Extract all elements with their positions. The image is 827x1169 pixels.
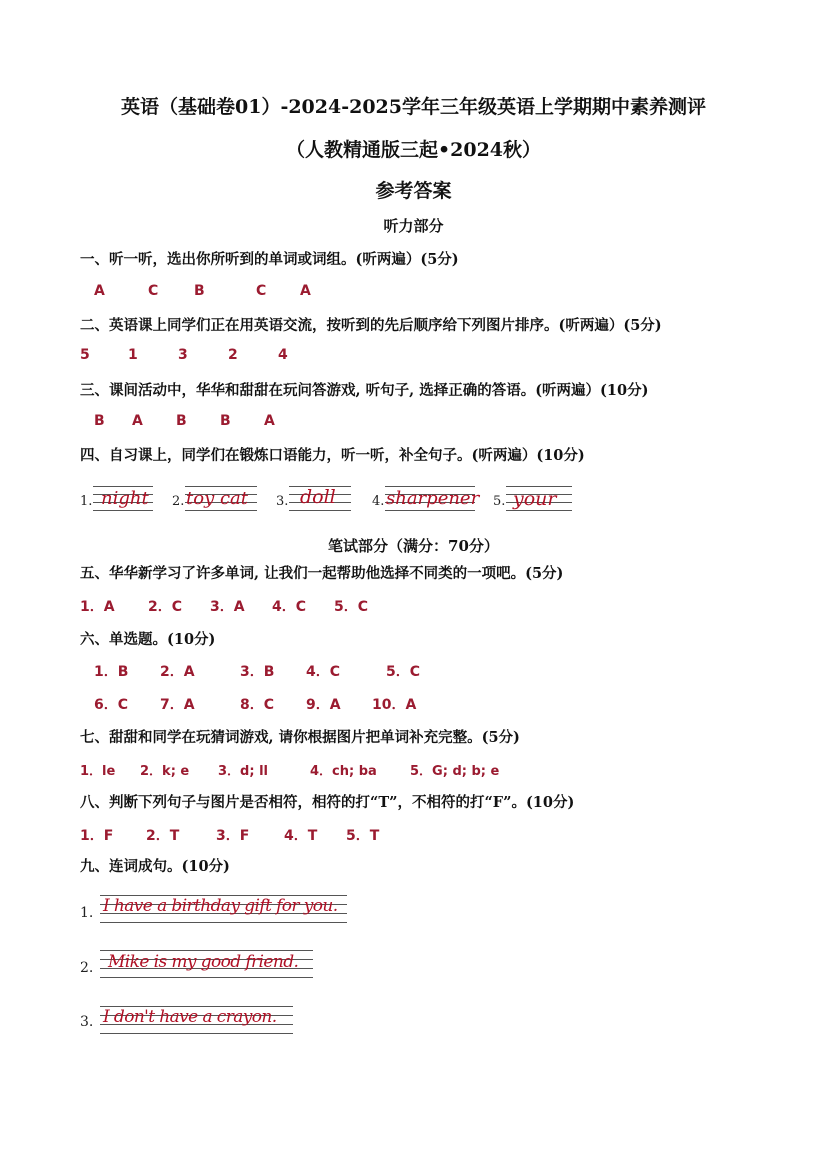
question-2-text: 二、英语课上同学们正在用英语交流，按听到的先后顺序给下列图片排序。(听两遍）(5分) [80, 317, 662, 334]
answer: A [94, 283, 105, 299]
document-title: 英语（基础卷01）-2024-2025学年三年级英语上学期期中素养测评 [121, 96, 706, 118]
question-1-answers [94, 283, 311, 299]
item-number: 5. [493, 494, 506, 509]
question-8-answers [80, 825, 379, 845]
answer: C [256, 283, 267, 299]
question-2-answers [80, 347, 288, 363]
item-number: 2. [172, 494, 185, 509]
answer: B [176, 413, 187, 429]
answer: 3．A [210, 599, 245, 615]
answer: 4 [278, 347, 288, 363]
question-6-answers-row2 [94, 694, 416, 714]
answer: 1．F [80, 828, 114, 844]
question-6-answers-row1 [94, 661, 420, 681]
listening-section-header: 听力部分 [383, 217, 444, 235]
answer: A [300, 283, 311, 299]
handwritten-answer: doll [300, 486, 336, 508]
question-3-text: 三、课间活动中，华华和甜甜在玩问答游戏, 听句子, 选择正确的答语。(听两遍）(10分) [80, 382, 649, 399]
answer: B [220, 413, 231, 429]
question-9-text: 九、连词成句。(10分) [80, 858, 230, 875]
question-5-answers [80, 596, 368, 616]
answer: 4．C [306, 664, 341, 680]
answer: 5 [80, 347, 90, 363]
answer: A [132, 413, 143, 429]
question-1-text: 一、听一听，选出你所听到的单词或词组。(听两遍）(5分) [80, 251, 459, 268]
answer: 2．k; e [140, 764, 190, 779]
handwritten-answer: toy cat [186, 488, 249, 509]
handwritten-answer: sharpener [386, 488, 480, 509]
question-6-text: 六、单选题。(10分) [80, 631, 216, 648]
answer: 9．A [306, 697, 341, 713]
question-7-text: 七、甜甜和同学在玩猜词游戏, 请你根据图片把单词补充完整。(5分) [80, 729, 520, 746]
question-4-text: 四、自习课上，同学们在锻炼口语能力，听一听，补全句子。(听两遍）(10分) [80, 447, 585, 464]
answer: B [194, 283, 205, 299]
answer: 4．T [284, 828, 318, 844]
item-number: 2. [80, 960, 94, 976]
item-number: 1. [80, 905, 94, 921]
answer: 4．C [272, 599, 307, 615]
answer: 2．T [146, 828, 180, 844]
handwritten-sentence: I don't have a crayon. [103, 1007, 277, 1027]
writing-section-header: 笔试部分（满分：70分） [328, 537, 499, 555]
item-number: 3. [80, 1014, 94, 1030]
answer: 5．G; d; b; e [410, 764, 500, 779]
answer: A [264, 413, 275, 429]
question-3-answers [94, 413, 275, 429]
answer: 3．B [240, 664, 275, 680]
answer: B [94, 413, 105, 429]
question-5-text: 五、华华新学习了许多单词, 让我们一起帮助他选择不同类的一项吧。(5分) [80, 565, 564, 582]
answer: 1．le [80, 764, 116, 779]
answer: 7．A [160, 697, 195, 713]
question-7-answers [80, 760, 499, 779]
answer: 1 [128, 347, 138, 363]
answer-key-heading: 参考答案 [375, 180, 452, 202]
answer: 3．F [216, 828, 250, 844]
answer: 1．B [94, 664, 129, 680]
item-number: 1. [80, 494, 93, 509]
handwritten-sentence: I have a birthday gift for you. [103, 896, 338, 916]
answer: 2．A [160, 664, 195, 680]
answer: 3．d; ll [218, 764, 268, 779]
answer: 1．A [80, 599, 115, 615]
answer: 2 [228, 347, 238, 363]
handwritten-sentence: Mike is my good friend. [108, 952, 299, 972]
item-number: 4. [372, 494, 385, 509]
item-number: 3. [276, 494, 289, 509]
handwritten-answer: night [101, 488, 149, 509]
question-8-text: 八、判断下列句子与图片是否相符，相符的打“T”，不相符的打“F”。(10分) [80, 794, 575, 811]
answer: 5．C [386, 664, 421, 680]
answer: 8．C [240, 697, 275, 713]
answer: 10．A [372, 697, 417, 713]
answer: C [148, 283, 159, 299]
answer: 5．C [334, 599, 369, 615]
document-subtitle: （人教精通版三起•2024秋） [285, 139, 542, 161]
answer: 3 [178, 347, 188, 363]
answer: 5．T [346, 828, 380, 844]
answer: 2．C [148, 599, 183, 615]
answer: 6．C [94, 697, 129, 713]
handwritten-answer: your [513, 488, 557, 510]
answer: 4．ch; ba [310, 764, 377, 779]
